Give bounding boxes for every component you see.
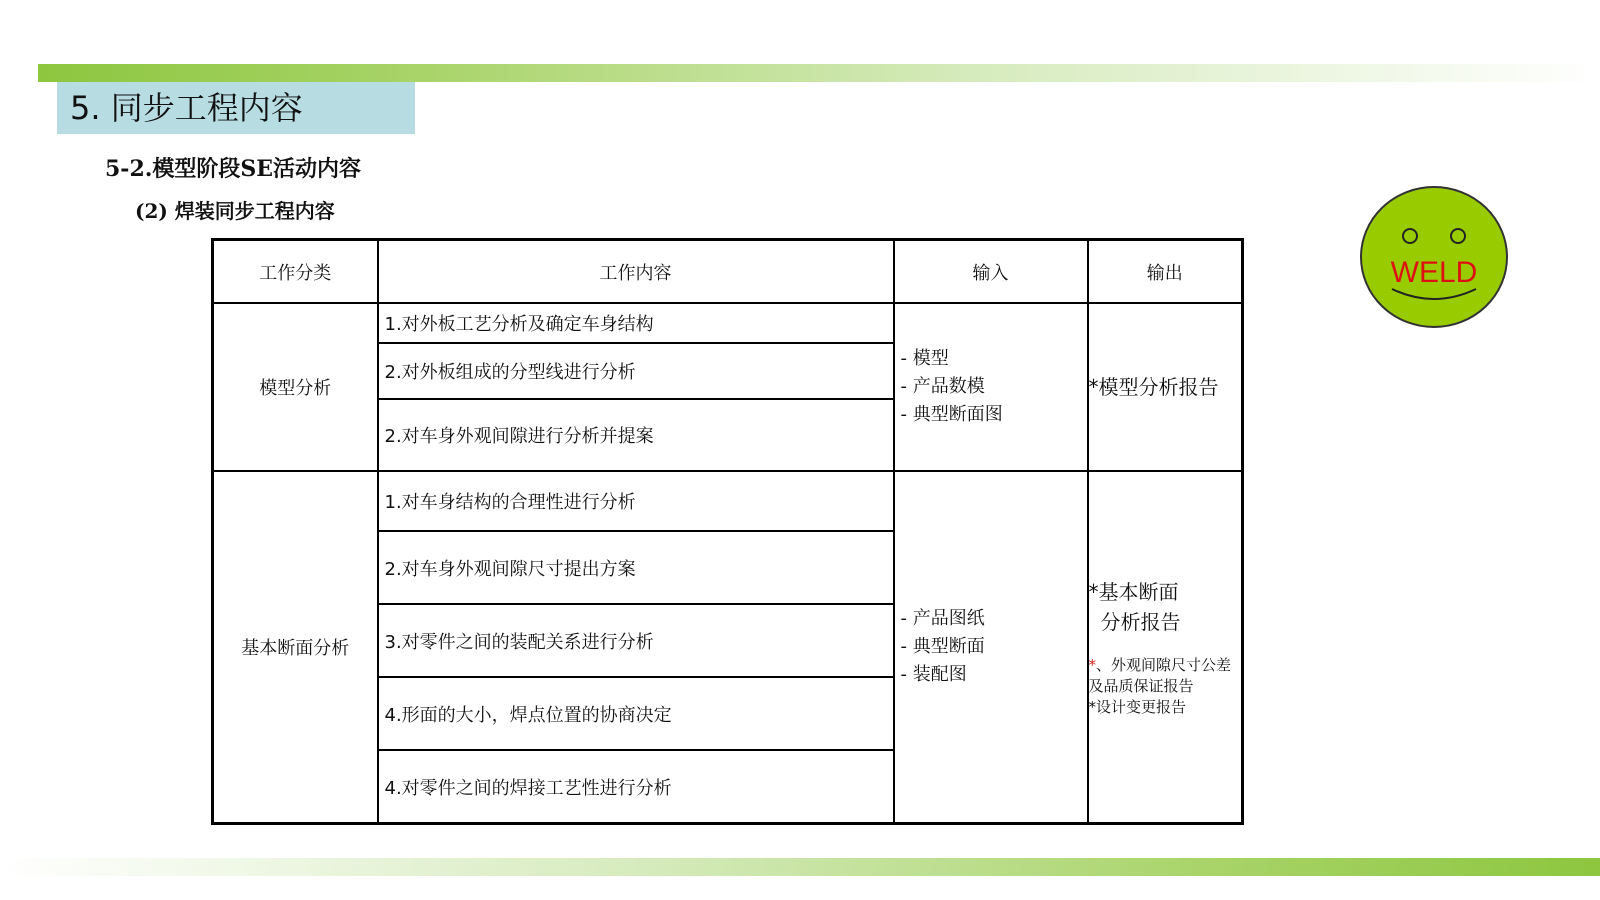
header-input: 输入 — [894, 240, 1088, 304]
weld-smiley-logo — [1358, 184, 1510, 330]
table-cell: 1.对车身结构的合理性进行分析 — [378, 471, 894, 531]
output-note-line2: 及品质保证报告 — [1088, 676, 1194, 695]
top-accent-bar — [38, 64, 1600, 82]
header-category: 工作分类 — [213, 240, 378, 304]
logo-text: WELD — [1390, 256, 1478, 289]
table-cell: 1.对外板工艺分析及确定车身结构 — [378, 303, 894, 343]
input-item: - 典型断面 — [900, 636, 985, 657]
output-basic-section-analysis — [1088, 471, 1243, 824]
input-item: - 装配图 — [900, 664, 967, 685]
table-cell: 4.对零件之间的焊接工艺性进行分析 — [378, 750, 894, 824]
left-eye — [1403, 229, 1417, 243]
output-text: *模型分析报告 — [1088, 375, 1219, 399]
output-note-line3: *设计变更报告 — [1088, 697, 1187, 716]
output-model-analysis — [1088, 303, 1243, 471]
input-item: - 模型 — [900, 348, 949, 369]
table-cell: 4.形面的大小，焊点位置的协商决定 — [378, 677, 894, 750]
subsubtitle: (2) 焊装同步工程内容 — [135, 199, 335, 223]
note-mark: * — [1088, 655, 1096, 674]
right-eye — [1451, 229, 1465, 243]
table-cell: 2.对外板组成的分型线进行分析 — [378, 343, 894, 399]
table-cell: 2.对车身外观间隙尺寸提出方案 — [378, 531, 894, 604]
table-row — [213, 471, 1243, 531]
input-item: - 典型断面图 — [900, 404, 1003, 425]
section-title: 5. 同步工程内容 — [70, 89, 303, 127]
inputs-model-analysis — [894, 303, 1088, 471]
se-content-table — [211, 238, 1244, 825]
category-basic-section-analysis: 基本断面分析 — [213, 471, 378, 824]
table-cell: 2.对车身外观间隙进行分析并提案 — [378, 399, 894, 471]
table-header-row — [213, 240, 1243, 304]
inputs-basic-section-analysis — [894, 471, 1088, 824]
input-item: - 产品图纸 — [900, 608, 985, 629]
bottom-accent-bar — [0, 858, 1600, 876]
note-text: 、外观间隙尺寸公差 — [1096, 655, 1232, 674]
output-main-line1: *基本断面 — [1088, 579, 1179, 604]
table-row — [213, 303, 1243, 343]
output-note-line1 — [1089, 655, 1242, 676]
input-item: - 产品数模 — [900, 376, 985, 397]
output-main-line2: 分析报告 — [1100, 609, 1181, 634]
table-cell: 3.对零件之间的装配关系进行分析 — [378, 604, 894, 677]
subtitle: 5-2.模型阶段SE活动内容 — [105, 156, 362, 182]
header-content: 工作内容 — [378, 240, 894, 304]
category-model-analysis: 模型分析 — [213, 303, 378, 471]
header-output: 输出 — [1088, 240, 1243, 304]
